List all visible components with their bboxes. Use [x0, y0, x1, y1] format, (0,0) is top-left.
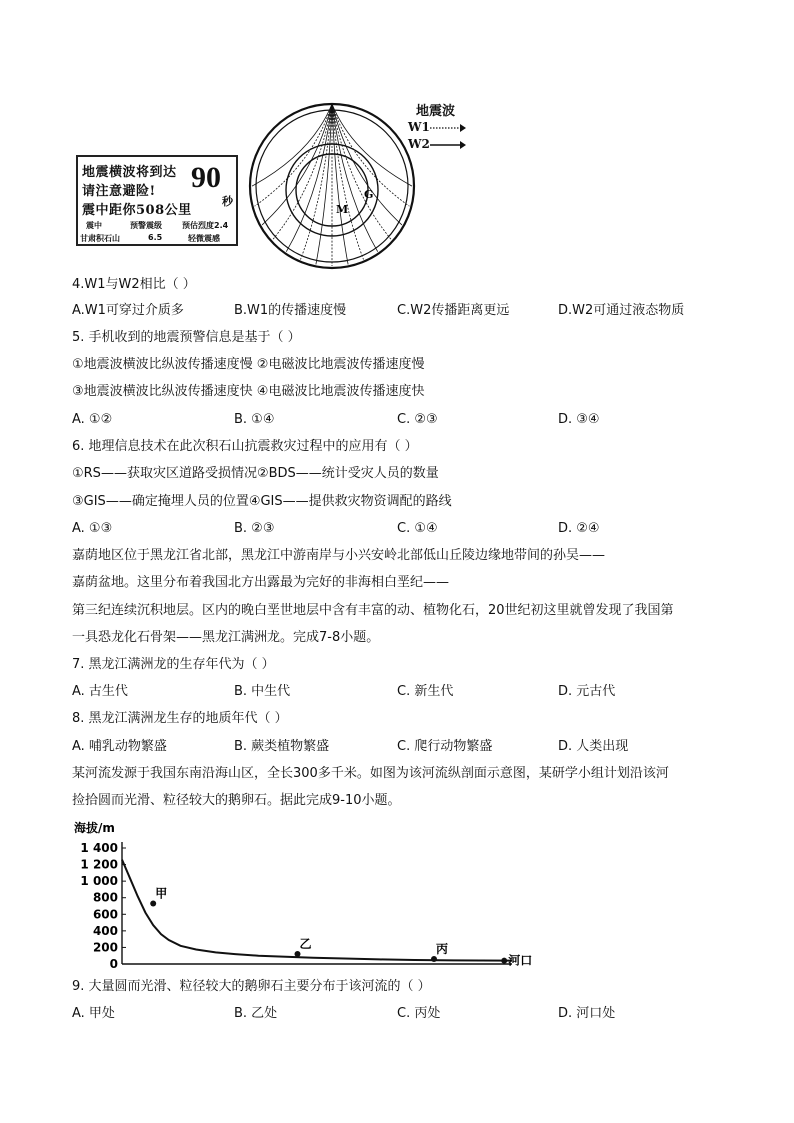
q5-option-d[interactable]: D. ③④: [558, 412, 600, 427]
q9-option-c[interactable]: C. 丙处: [397, 1006, 441, 1021]
q5-option-c[interactable]: C. ②③: [397, 412, 438, 427]
q8-option-a[interactable]: A. 哺乳动物繁盛: [72, 739, 167, 754]
q6-option-c[interactable]: C. ①④: [397, 521, 438, 536]
q4-option-b[interactable]: B.W1的传播速度慢: [234, 303, 347, 318]
q7-option-c[interactable]: C. 新生代: [397, 684, 454, 699]
question-7: 7. 黑龙江满洲龙的生存年代为（ ）: [72, 657, 275, 672]
profile-point: [501, 958, 507, 964]
q7-option-a[interactable]: A. 古生代: [72, 684, 128, 699]
q6-statements-2: ③GIS——确定掩埋人员的位置④GIS——提供救灾物资调配的路线: [72, 494, 452, 509]
w1-label: W1: [408, 120, 430, 134]
river-profile-line: [122, 860, 512, 961]
y-tick-label: 1 200: [80, 857, 118, 872]
question-9: 9. 大量圆而光滑、粒径较大的鹅卵石主要分布于该河流的（ ）: [72, 979, 431, 994]
q7-option-b[interactable]: B. 中生代: [234, 684, 291, 699]
profile-point-label: 丙: [436, 942, 449, 957]
q4-option-d[interactable]: D.W2可通过液态物质: [558, 303, 685, 318]
q8-option-c[interactable]: C. 爬行动物繁盛: [397, 739, 493, 754]
q8-option-d[interactable]: D. 人类出现: [558, 739, 629, 754]
val-intensity: 轻微震感: [188, 234, 220, 243]
warning-line-2: 请注意避险!: [82, 184, 156, 199]
q5-statements-2: ③地震波横波比纵波传播速度快 ④电磁波比地震波传播速度快: [72, 384, 425, 399]
wave-legend-arrows: [428, 120, 468, 154]
y-tick-label: 400: [92, 923, 118, 938]
passage-1-line-3: 第三纪连续沉积地层。区内的晚白垩世地层中含有丰富的动、植物化石，20世纪初这里就曾发现了我国第: [72, 603, 674, 618]
legend-title: 地震波: [416, 104, 456, 119]
profile-point-label: 甲: [155, 886, 168, 901]
y-tick-label: 800: [92, 890, 118, 905]
q4-option-c[interactable]: C.W2传播距离更远: [397, 303, 510, 318]
profile-point: [150, 901, 156, 907]
y-tick-label: 200: [92, 940, 118, 955]
passage-1-line-1: 嘉荫地区位于黑龙江省北部，黑龙江中游南岸与小兴安岭北部低山丘陵边缘地带间的孙吴——: [72, 548, 606, 563]
question-4: 4.W1与W2相比（ ）: [72, 277, 196, 292]
q5-option-a[interactable]: A. ①②: [72, 412, 113, 427]
y-tick-label: 1 400: [80, 841, 118, 855]
profile-point-label: 河口: [508, 953, 533, 968]
y-tick-label: 600: [92, 907, 118, 922]
q9-option-d[interactable]: D. 河口处: [558, 1006, 616, 1021]
question-5: 5. 手机收到的地震预警信息是基于（ ）: [72, 330, 301, 345]
q8-option-b[interactable]: B. 蕨类植物繁盛: [234, 739, 330, 754]
q9-option-a[interactable]: A. 甲处: [72, 1006, 115, 1021]
seismic-ray: [316, 104, 332, 264]
passage-1-line-2: 嘉荫盆地。这里分布着我国北方出露最为完好的非海相白垩纪——: [72, 575, 450, 590]
seismic-ray: [262, 104, 332, 225]
seismic-ray: [255, 104, 332, 206]
y-tick-label: 1 000: [80, 874, 118, 889]
head-intensity: 预估烈度2.4: [182, 221, 229, 230]
question-6: 6. 地理信息技术在此次积石山抗震救灾过程中的应用有（ ）: [72, 439, 418, 454]
warning-line-1: 地震横波将到达: [82, 165, 177, 180]
label-g: G: [364, 188, 374, 201]
profile-point: [431, 956, 437, 962]
q5-option-b[interactable]: B. ①④: [234, 412, 275, 427]
warning-line-3: 震中距你508公里: [82, 203, 192, 218]
seismic-ray: [332, 104, 348, 264]
q6-option-a[interactable]: A. ①③: [72, 521, 113, 536]
head-epicenter: 震中: [86, 221, 102, 230]
q9-option-b[interactable]: B. 乙处: [234, 1006, 278, 1021]
val-epicenter: 甘肃积石山: [80, 234, 120, 243]
w2-label: W2: [408, 137, 430, 151]
passage-2-line-2: 捡拾圆而光滑、粒径较大的鹅卵石。据此完成9-10小题。: [72, 793, 401, 808]
chart-ylabel: 海拔/m: [74, 821, 115, 835]
val-magnitude: 6.5: [148, 233, 163, 242]
q4-option-a[interactable]: A.W1可穿过介质多: [72, 303, 184, 318]
countdown-unit: 秒: [222, 195, 233, 208]
river-profile-chart: [72, 818, 533, 971]
question-8: 8. 黑龙江满洲龙生存的地质年代（ ）: [72, 711, 288, 726]
head-magnitude: 预警震级: [130, 221, 162, 230]
passage-2-line-1: 某河流发源于我国东南沿海山区，全长300多千米。如图为该河流纵剖面示意图，某研学小组计划沿该河: [72, 766, 669, 781]
label-m: M: [336, 203, 349, 216]
countdown-number: 90: [191, 161, 221, 194]
earthquake-warning-card: [76, 155, 238, 246]
q5-statements-1: ①地震波横波比纵波传播速度慢 ②电磁波比地震波传播速度慢: [72, 357, 425, 372]
q6-option-d[interactable]: D. ②④: [558, 521, 600, 536]
earth-wave-diagram: [236, 98, 414, 268]
y-tick-label: 0: [109, 957, 118, 971]
profile-point-label: 乙: [299, 937, 312, 952]
passage-1-line-4: 一具恐龙化石骨架——黑龙江满洲龙。完成7-8小题。: [72, 630, 380, 645]
profile-point: [295, 951, 301, 957]
q6-option-b[interactable]: B. ②③: [234, 521, 275, 536]
q6-statements-1: ①RS——获取灾区道路受损情况②BDS——统计受灾人员的数量: [72, 466, 439, 481]
q7-option-d[interactable]: D. 元古代: [558, 684, 616, 699]
